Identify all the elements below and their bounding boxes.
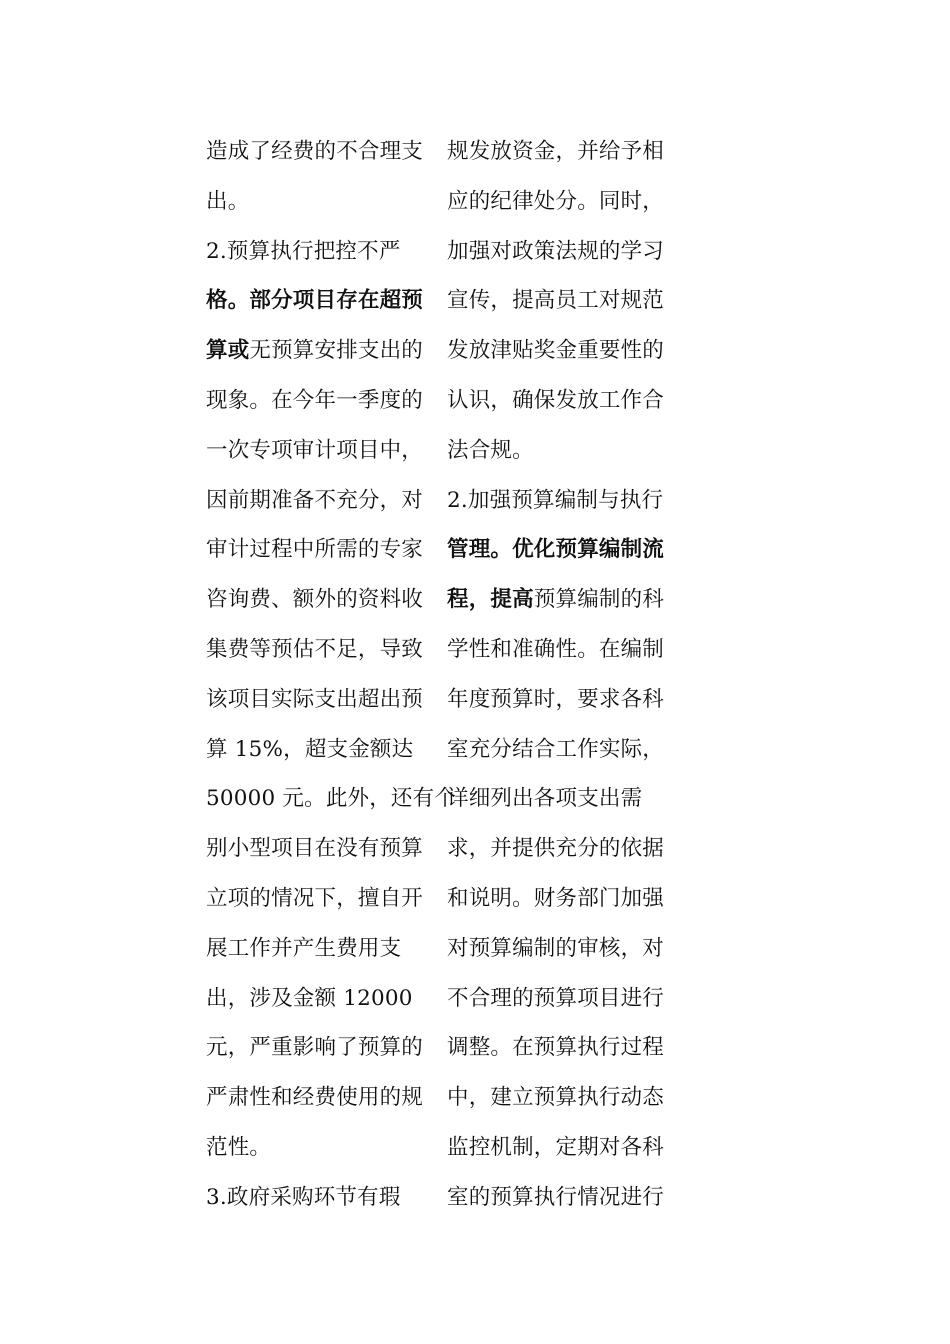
right-column-line <box>447 276 687 326</box>
left-column-line <box>206 1173 446 1223</box>
left-text-column <box>206 127 457 1223</box>
right-column-line <box>447 575 687 625</box>
text-segment: 一次专项审计项目中， <box>206 437 424 463</box>
text-segment: 监控机制，定期对各科 <box>447 1134 665 1160</box>
text-segment: 该项目实际支出超出预 <box>206 686 424 712</box>
right-column-line <box>447 924 687 974</box>
bold-text-segment: 管理。优化预算编制流 <box>447 537 665 563</box>
left-column-line <box>206 575 446 625</box>
right-column-line <box>447 974 687 1024</box>
left-column-line <box>206 376 446 426</box>
text-segment: 加强对政策法规的学习 <box>447 238 665 264</box>
text-segment: 算 15%，超支金额达 <box>206 736 414 762</box>
left-column-line <box>206 725 446 775</box>
right-column-line <box>447 426 687 476</box>
text-segment: 出。 <box>206 188 250 214</box>
text-segment: 室的预算执行情况进行 <box>447 1184 665 1210</box>
text-segment: 应的纪律处分。同时， <box>447 188 665 214</box>
right-column-line <box>447 177 687 227</box>
right-column-line <box>447 326 687 376</box>
left-column-line <box>206 476 446 526</box>
left-column-line <box>206 625 446 675</box>
right-column-line <box>447 824 687 874</box>
text-segment: 发放津贴奖金重要性的 <box>447 338 665 364</box>
text-segment: 审计过程中所需的专家 <box>206 537 424 563</box>
text-segment: 别小型项目在没有预算 <box>206 836 424 862</box>
left-column-line <box>206 675 446 725</box>
right-column-line <box>447 127 687 177</box>
text-segment: 元，严重影响了预算的 <box>206 1035 424 1061</box>
left-column-line <box>206 276 446 326</box>
right-column-line <box>447 774 687 824</box>
text-segment: 3.政府采购环节有瑕 <box>206 1184 401 1210</box>
text-segment: 立项的情况下，擅自开 <box>206 885 424 911</box>
right-column-line <box>447 476 687 526</box>
bold-text-segment: 格。部分项目存在超预 <box>206 288 424 314</box>
text-segment: 集费等预估不足，导致 <box>206 636 424 662</box>
right-column-line <box>447 725 687 775</box>
text-segment: 认识，确保发放工作合 <box>447 387 665 413</box>
text-segment: 室充分结合工作实际， <box>447 736 665 762</box>
text-segment: 因前期准备不充分，对 <box>206 487 424 513</box>
right-column-line <box>447 227 687 277</box>
right-text-column <box>447 127 687 1223</box>
text-segment: 详细列出各项支出需 <box>447 786 643 812</box>
text-segment: 预算编制的科 <box>533 587 665 613</box>
text-segment: 咨询费、额外的资料收 <box>206 587 424 613</box>
left-column-line <box>206 127 446 177</box>
left-column-line <box>206 874 446 924</box>
left-column-line <box>206 227 446 277</box>
text-segment: 求，并提供充分的依据 <box>447 836 665 862</box>
right-column-line <box>447 1173 687 1223</box>
text-segment: 无预算安排支出的 <box>249 338 424 364</box>
right-column-line <box>447 675 687 725</box>
text-segment: 和说明。财务部门加强 <box>447 885 665 911</box>
text-segment: 严肃性和经费使用的规 <box>206 1085 424 1111</box>
text-segment: 范性。 <box>206 1134 272 1160</box>
left-column-line <box>206 824 446 874</box>
text-segment: 出，涉及金额 12000 <box>206 985 413 1011</box>
text-segment: 年度预算时，要求各科 <box>447 686 665 712</box>
left-column-line <box>206 774 457 824</box>
left-column-line <box>206 1023 446 1073</box>
left-column-line <box>206 974 446 1024</box>
text-segment: 造成了经费的不合理支 <box>206 139 424 164</box>
text-segment: 50000 元。此外，还有个 <box>206 786 457 812</box>
right-column-line <box>447 376 687 426</box>
right-column-line <box>447 1123 687 1173</box>
right-column-line <box>447 1023 687 1073</box>
left-column-line <box>206 924 446 974</box>
text-segment: 不合理的预算项目进行 <box>447 985 665 1011</box>
text-segment: 规发放资金，并给予相 <box>447 139 665 164</box>
right-column-line <box>447 625 687 675</box>
right-column-line <box>447 1073 687 1123</box>
left-column-line <box>206 1073 446 1123</box>
bold-text-segment: 算或 <box>206 338 250 364</box>
text-segment: 展工作并产生费用支 <box>206 935 402 961</box>
left-column-line <box>206 525 446 575</box>
text-segment: 2.加强预算编制与执行 <box>447 487 664 513</box>
left-column-line <box>206 426 446 476</box>
left-column-line <box>206 177 446 227</box>
left-column-line <box>206 1123 446 1173</box>
text-segment: 调整。在预算执行过程 <box>447 1035 665 1061</box>
text-segment: 对预算编制的审核，对 <box>447 935 665 961</box>
text-segment: 宣传，提高员工对规范 <box>447 288 665 314</box>
right-column-line <box>447 525 687 575</box>
text-segment: 中，建立预算执行动态 <box>447 1085 665 1111</box>
text-segment: 法合规。 <box>447 437 534 463</box>
text-segment: 学性和准确性。在编制 <box>447 636 665 662</box>
text-segment: 2.预算执行把控不严 <box>206 238 401 264</box>
bold-text-segment: 程，提高 <box>447 587 534 613</box>
text-segment: 现象。在今年一季度的 <box>206 387 424 413</box>
right-column-line <box>447 874 687 924</box>
left-column-line <box>206 326 446 376</box>
